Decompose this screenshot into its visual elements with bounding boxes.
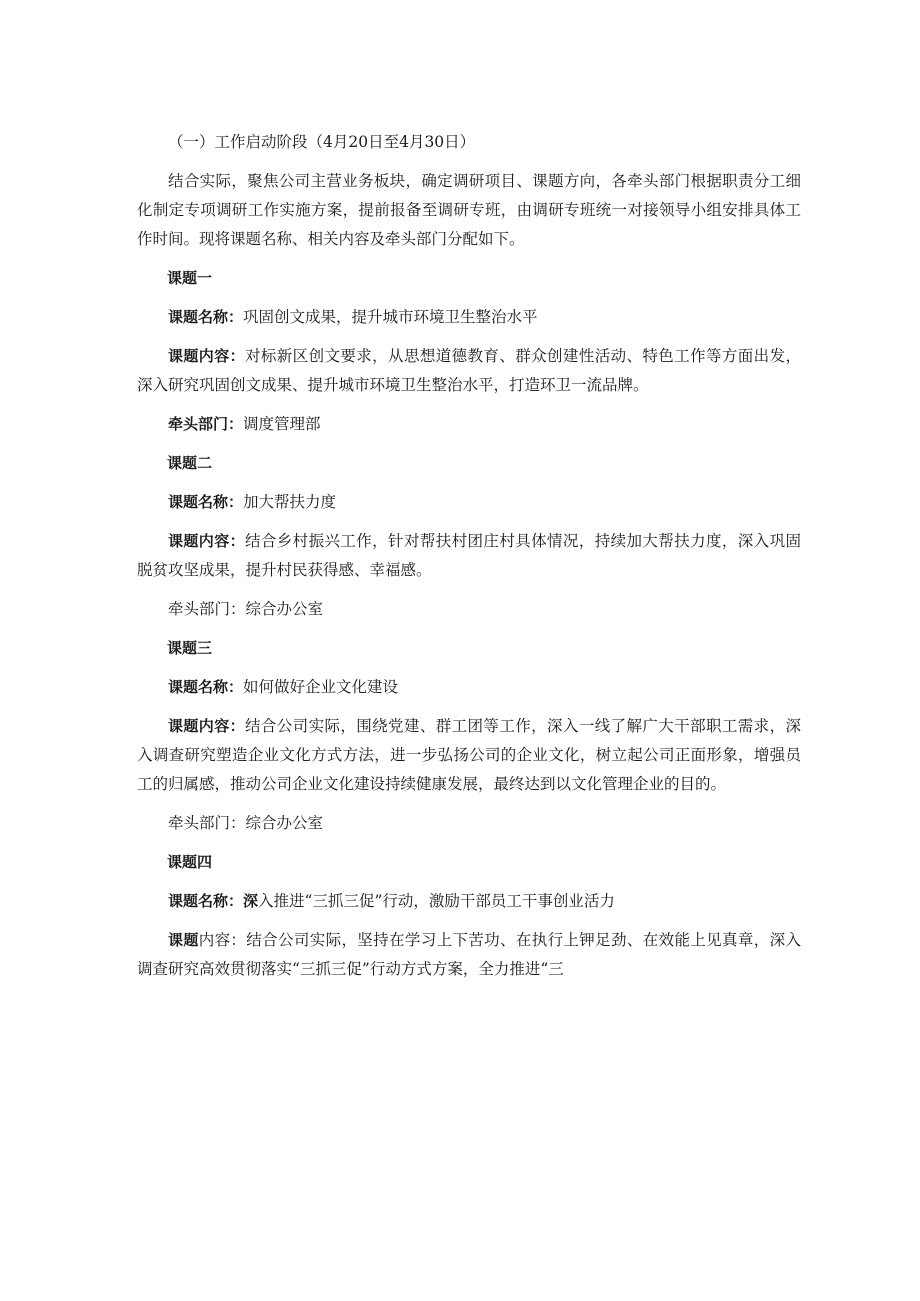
topic-1-name [137,303,801,332]
topic-content-label-partial: 课题 [168,931,199,949]
topic-2-content-value: 结合乡村振兴工作，针对帮扶村团庄村具体情况，持续加大帮扶力度，深入巩固脱贫攻坚成果，提升村民获得感、幸福感。 [137,532,801,579]
topic-name-label: 课题名称： [168,308,244,326]
stage-heading: （一）工作启动阶段（4月20日至4月30日） [168,133,476,151]
topic-1-dept-value: 调度管理部 [243,415,321,433]
intro-paragraph: 结合实际，聚焦公司主营业务板块，确定调研项目、课题方向，各牵头部门根据职责分工细化制定专项调研工作实施方案，提前报备至调研专班，由调研专班统一对接领导小组安排具体工作时间。现将课题名称、相关内容及牵头部门分配如下。 [137,172,801,248]
topic-content-label: 课题内容： [168,347,245,365]
topic-1-title: 课题一 [167,269,213,287]
topic-3-dept [137,809,801,838]
topic-1-content-value: 对标新区创文要求，从思想道德教育、群众创建性活动、特色工作等方面出发，深入研究巩固创文成果、提升城市环境卫生整治水平，打造环卫一流品牌。 [137,347,801,394]
topic-1-dept [137,410,801,439]
topic-3-name [137,673,801,702]
topic-4-name [137,887,801,916]
topic-3-title: 课题三 [167,639,213,657]
document-body [137,128,801,984]
topic-2-name [137,488,801,517]
topic-4-content [137,926,801,984]
topic-4-content-value: 结合公司实际，坚持在学习上下苦功、在执行上钾足劲、在效能上见真章，深入调查研究高效贯彻落实“三抓三促”行动方式方案，全力推进“三 [137,931,801,978]
topic-2-title: 课题二 [167,454,213,472]
topic-dept-label: 牵头部门： [168,415,244,433]
topic-name-label: 课题名称： [168,892,244,910]
topic-4-title: 课题四 [167,853,213,871]
topic-2-dept [137,595,801,624]
topic-1-name-value: 巩固创文成果，提升城市环境卫生整治水平 [243,308,538,326]
topic-dept-label-plain: 牵头部门： [168,814,246,832]
topic-3-content-value: 结合公司实际，围绕党建、群工团等工作，深入一线了解广大干部职工需求，深入调查研究塑造企业文化方式方法，进一步弘扬公司的企业文化，树立起公司正面形象，增强员工的归属感，推动公司企业文化建设持续健康发展，最终达到以文化管理企业的目的。 [137,717,801,793]
topic-4-name-lead: 深 [243,892,259,910]
topic-name-label: 课题名称： [168,678,244,696]
topic-1-content [137,342,801,400]
topic-content-label-rest: 内容： [198,931,247,949]
topic-2-content [137,527,801,585]
topic-3-name-value: 如何做好企业文化建设 [243,678,399,696]
topic-3-content [137,712,801,799]
topic-name-label: 课题名称： [168,493,244,511]
topic-2-name-value: 加大帮扶力度 [243,493,337,511]
topic-content-label: 课题内容： [168,717,245,735]
topic-content-label: 课题内容： [168,532,245,550]
topic-4-name-value: 入推进“三抓三促”行动，激励干部员工干事创业活力 [258,892,615,910]
topic-3-dept-value: 综合办公室 [245,814,324,832]
topic-dept-label-plain: 牵头部门： [168,600,246,618]
topic-2-dept-value: 综合办公室 [245,600,324,618]
